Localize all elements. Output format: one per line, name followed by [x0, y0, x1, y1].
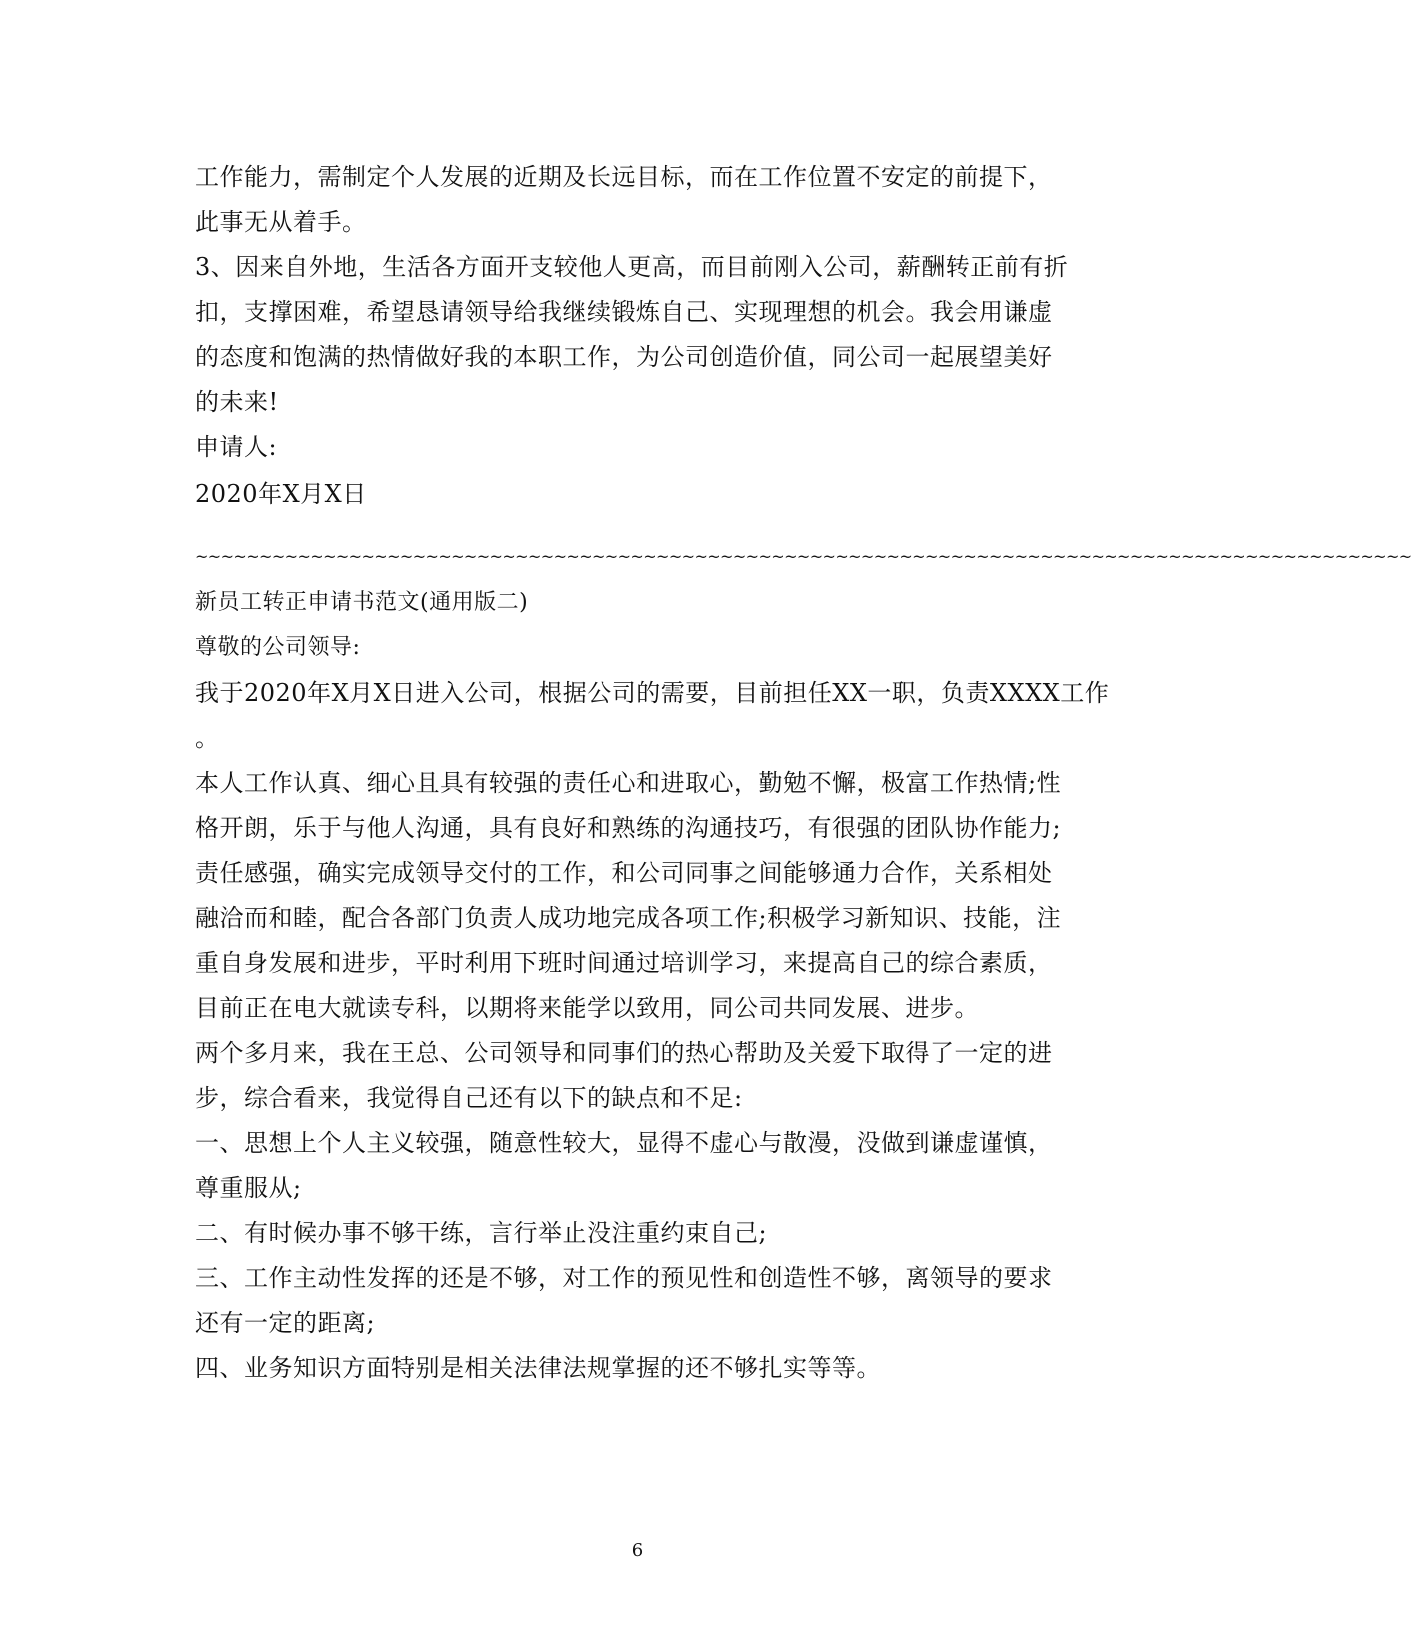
section-title: 新员工转正申请书范文(通用版二)	[195, 590, 529, 615]
text-line: 目前正在电大就读专科，以期将来能学以致用，同公司共同发展、进步。	[195, 994, 979, 1022]
applicant-label: 申请人:	[195, 433, 278, 461]
text-line: 本人工作认真、细心且具有较强的责任心和进取心，勤勉不懈，极富工作热情;性	[195, 769, 1062, 797]
text-line: 一、思想上个人主义较强，随意性较大，显得不虚心与散漫，没做到谦虚谨慎，	[195, 1129, 1053, 1157]
page-number: 6	[631, 1540, 644, 1561]
text-line: 四、业务知识方面特别是相关法律法规掌握的还不够扎实等等。	[195, 1354, 881, 1382]
text-line: 尊重服从;	[195, 1174, 302, 1202]
tilde-separator: ~~~~~~~~~~~~~~~~~~~~~~~~~~~~~~~~~~~~~~~~~~~~~~~~~~~~~~~~~~~~~~~~~~~~~~~~~~~~~~~~~~~~~~~~~~~~~~~	[195, 547, 1412, 566]
text-line: 责任感强，确实完成领导交付的工作，和公司同事之间能够通力合作，关系相处	[195, 859, 1053, 887]
text-line: 我于2020年X月X日进入公司，根据公司的需要，目前担任XX一职，负责XXXX工作	[195, 679, 1110, 707]
text-line: 3、因来自外地，生活各方面开支较他人更高，而目前刚入公司，薪酬转正前有折	[195, 253, 1069, 281]
text-line: 的未来!	[195, 388, 279, 416]
text-line: 还有一定的距离;	[195, 1309, 376, 1337]
salutation: 尊敬的公司领导:	[195, 635, 361, 660]
text-line: 重自身发展和进步，平时利用下班时间通过培训学习，来提高自己的综合素质，	[195, 949, 1053, 977]
text-line: 二、有时候办事不够干练，言行举止没注重约束自己;	[195, 1219, 768, 1247]
text-line: 三、工作主动性发挥的还是不够，对工作的预见性和创造性不够，离领导的要求	[195, 1264, 1053, 1292]
text-line: 工作能力，需制定个人发展的近期及长远目标，而在工作位置不安定的前提下，	[195, 163, 1053, 191]
text-line: 步，综合看来，我觉得自己还有以下的缺点和不足:	[195, 1084, 743, 1112]
text-line: 。	[195, 724, 220, 752]
date-line: 2020年X月X日	[195, 480, 367, 508]
text-line: 格开朗，乐于与他人沟通，具有良好和熟练的沟通技巧，有很强的团队协作能力;	[195, 814, 1062, 842]
text-line: 两个多月来，我在王总、公司领导和同事们的热心帮助及关爱下取得了一定的进	[195, 1039, 1053, 1067]
text-line: 的态度和饱满的热情做好我的本职工作，为公司创造价值，同公司一起展望美好	[195, 343, 1053, 371]
text-line: 融洽而和睦，配合各部门负责人成功地完成各项工作;积极学习新知识、技能，注	[195, 904, 1062, 932]
text-line: 扣，支撑困难，希望恳请领导给我继续锻炼自己、实现理想的机会。我会用谦虚	[195, 298, 1053, 326]
text-line: 此事无从着手。	[195, 208, 367, 236]
